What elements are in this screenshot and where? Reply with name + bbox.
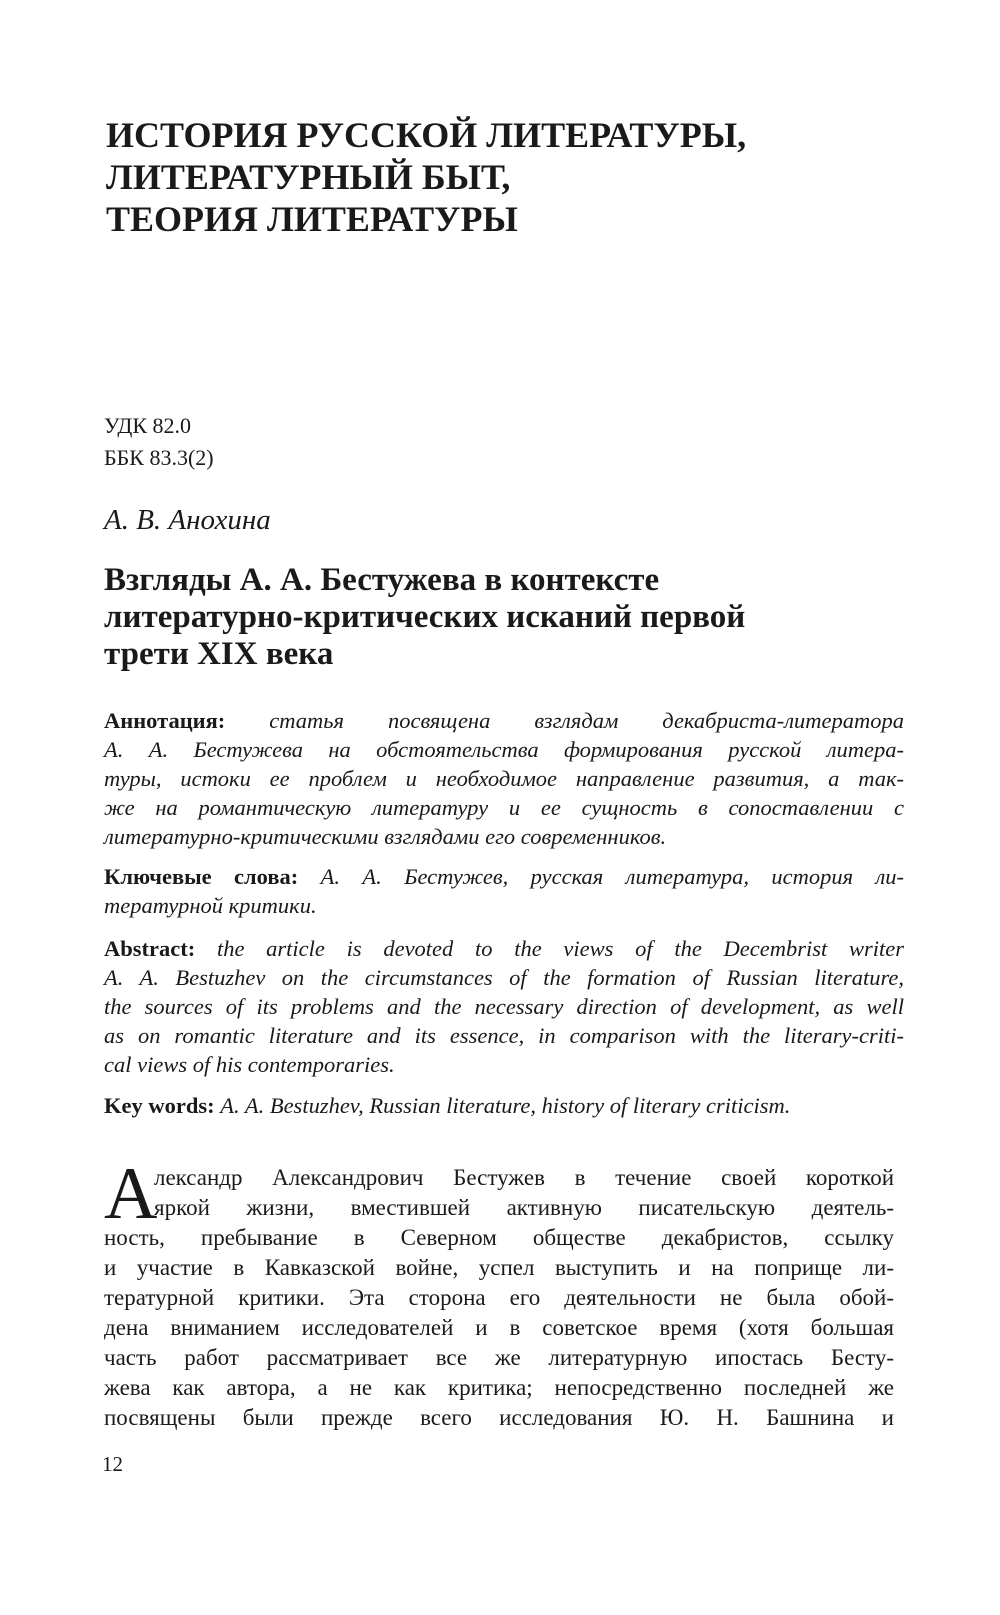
keywords-ru-line: тературной критики.: [104, 893, 317, 918]
body-line: часть работ рассматривает все же литературную ипостась Бесту-: [104, 1345, 894, 1370]
annotation-label: Аннотация:: [104, 708, 226, 733]
body-line: яркой жизни, вместившей активную писательскую деятель-: [154, 1195, 894, 1220]
abstract-block: [104, 934, 904, 1079]
annotation-line: же на романтическую литературу и ее сущность в сопоставлении с: [104, 795, 904, 820]
section-title-line: ЛИТЕРАТУРНЫЙ БЫТ,: [106, 157, 511, 197]
keywords-ru-line: А. А. Бестужев, русская литература, история ли-: [320, 864, 904, 889]
abstract-line: the sources of its problems and the necessary direction of development, as well: [104, 994, 904, 1019]
body-line: жева как автора, а не как критика; непосредственно последней же: [104, 1375, 894, 1400]
article-title-line: литературно-критических исканий первой: [104, 599, 746, 635]
article-title-line: трети XIX века: [104, 636, 334, 672]
bbk-code: ББК 83.3(2): [104, 445, 214, 470]
keywords-en-label: Key words:: [104, 1093, 215, 1118]
annotation-block: [104, 706, 904, 851]
article-title-line: Взгляды А. А. Бестужева в контексте: [104, 562, 660, 598]
body-line: и участие в Кавказской войне, успел выступить и на поприще ли-: [104, 1255, 894, 1280]
section-title-line: ИСТОРИЯ РУССКОЙ ЛИТЕРАТУРЫ,: [106, 115, 747, 155]
drop-cap: А: [104, 1153, 158, 1235]
keywords-ru-block: [104, 862, 904, 920]
keywords-en-line: A. A. Bestuzhev, Russian literature, history of literary criticism.: [220, 1093, 791, 1118]
annotation-line: А. А. Бестужева на обстоятельства формирования русской литера-: [104, 737, 904, 762]
body-line: тературной критики. Эта сторона его деятельности не была обой-: [104, 1285, 894, 1310]
body-line: дена вниманием исследователей и в советское время (хотя большая: [104, 1315, 894, 1340]
abstract-line: as on romantic literature and its essence, in comparison with the literary-criti-: [104, 1023, 904, 1048]
abstract-line: cal views of his contemporaries.: [104, 1052, 395, 1077]
udk-code: УДК 82.0: [104, 413, 192, 438]
classification-codes: [104, 410, 214, 474]
section-title-line: ТЕОРИЯ ЛИТЕРАТУРЫ: [106, 199, 518, 239]
body-line: посвящены были прежде всего исследования Ю. Н. Башнина и: [104, 1405, 894, 1430]
annotation-line: литературно-критическими взглядами его современников.: [104, 824, 667, 849]
keywords-ru-label: Ключевые слова:: [104, 864, 299, 889]
keywords-en-block: [104, 1091, 904, 1120]
body-line: ность, пребывание в Северном обществе декабристов, ссылку: [104, 1225, 894, 1250]
annotation-line: статья посвящена взглядам декабриста-литератора: [269, 708, 905, 733]
author-name: А. В. Анохина: [104, 504, 271, 536]
article-title: [104, 562, 924, 673]
abstract-line: A. A. Bestuzhev on the circumstances of the formation of Russian literature,: [104, 965, 904, 990]
page-number: 12: [102, 1452, 123, 1476]
abstract-line: the article is devoted to the views of the Decembrist writer: [216, 936, 904, 961]
abstract-label: Abstract:: [104, 936, 196, 961]
body-text: [104, 1163, 894, 1433]
annotation-line: туры, истоки ее проблем и необходимое направление развития, а так-: [104, 766, 904, 791]
body-line: лександр Александрович Бестужев в течение своей короткой: [154, 1165, 894, 1190]
section-title: [106, 114, 906, 240]
